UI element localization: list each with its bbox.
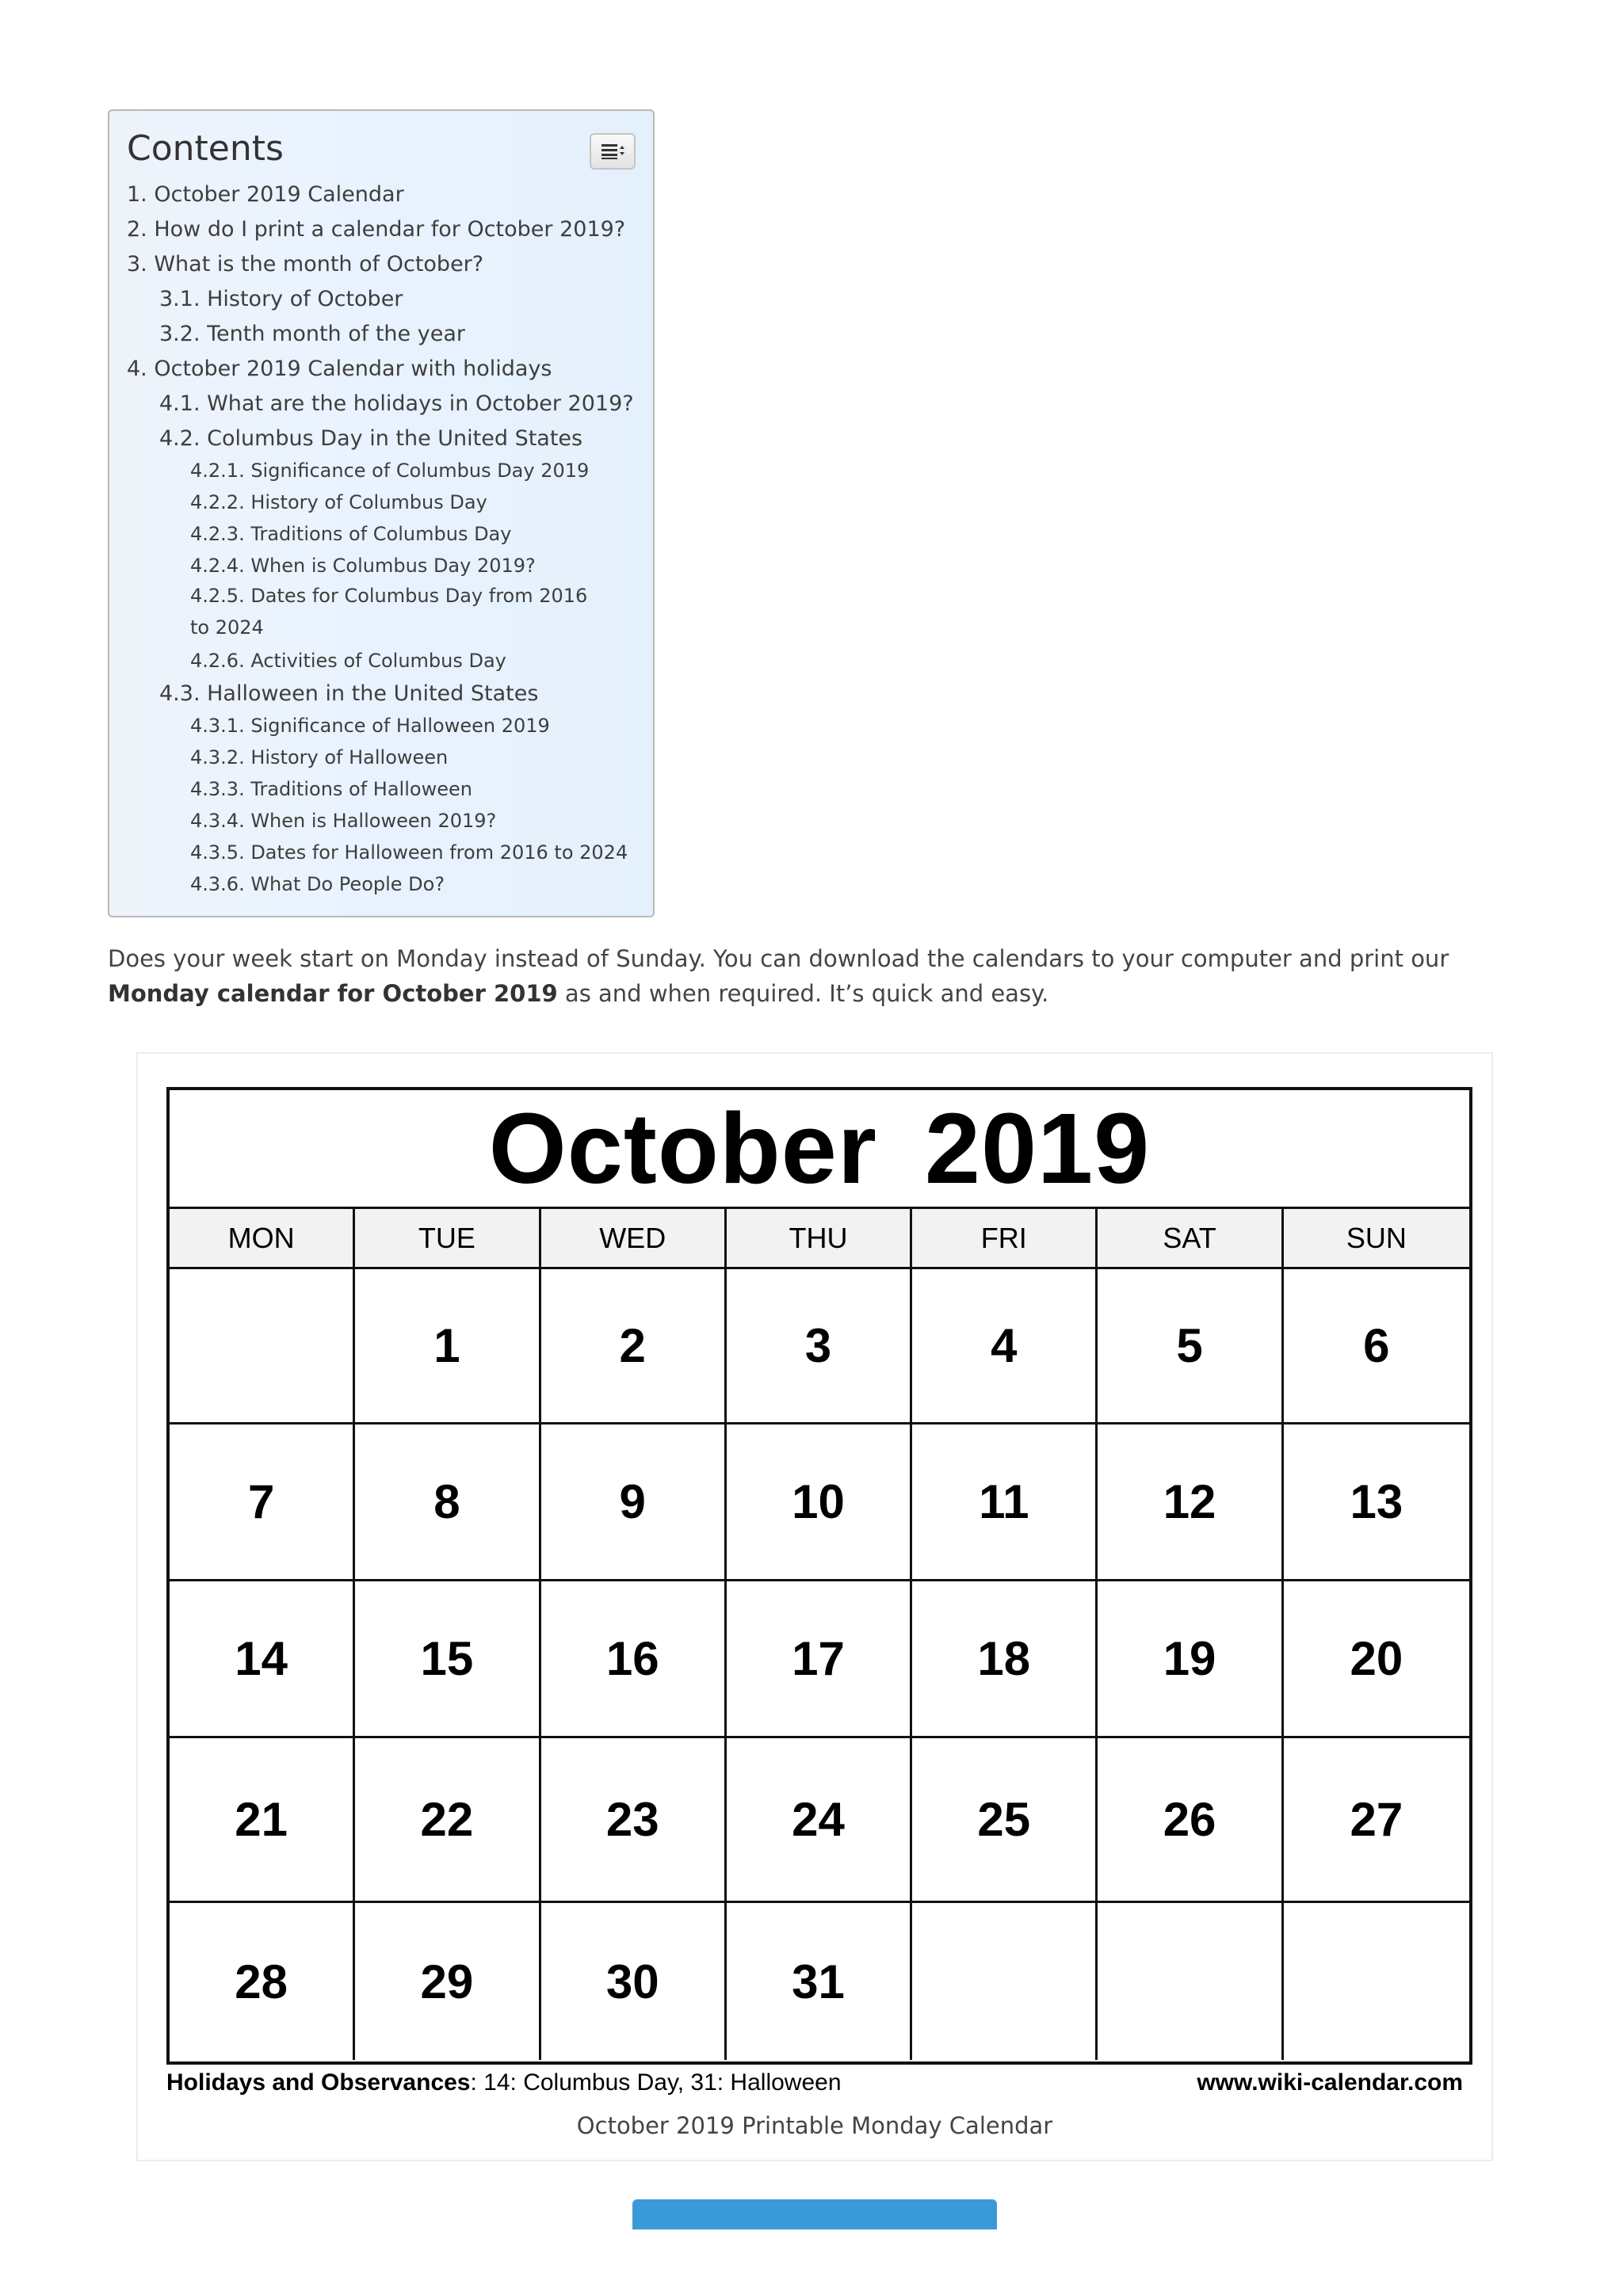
toc-link[interactable]: 4. October 2019 Calendar with holidays bbox=[127, 357, 552, 381]
toc-link[interactable]: 4.3.6. What Do People Do? bbox=[190, 873, 445, 895]
toc-toggle-button[interactable] bbox=[590, 133, 636, 170]
day-cell: 25 bbox=[912, 1738, 1098, 1903]
day-cell: 15 bbox=[355, 1581, 540, 1738]
day-cell: 30 bbox=[541, 1903, 727, 2060]
day-cell: 6 bbox=[1284, 1269, 1469, 1425]
day-cell: 17 bbox=[727, 1581, 912, 1738]
calendar-grid bbox=[170, 1209, 1469, 2060]
day-cell: 19 bbox=[1098, 1581, 1283, 1738]
day-cell: 31 bbox=[727, 1903, 912, 2060]
day-cell bbox=[170, 1269, 355, 1425]
intro-text: Does your week start on Monday instead of Sunday. You can download the calendars to your computer and print our bbox=[108, 945, 1449, 972]
intro-bold-text: Monday calendar for October 2019 bbox=[108, 980, 558, 1007]
toc-link[interactable]: 4.3.2. History of Halloween bbox=[190, 746, 449, 769]
day-cell: 13 bbox=[1284, 1425, 1469, 1581]
day-cell: 23 bbox=[541, 1738, 727, 1903]
day-cell: 7 bbox=[170, 1425, 355, 1581]
calendar-figure bbox=[136, 1052, 1493, 2161]
day-cell: 14 bbox=[170, 1581, 355, 1738]
table-of-contents bbox=[108, 109, 655, 917]
calendar-title: October 2019 bbox=[170, 1090, 1469, 1209]
toc-link[interactable]: 4.2.5. Dates for Columbus Day from 2016 to 2024 bbox=[190, 585, 588, 639]
toc-link[interactable]: 4.3.3. Traditions of Halloween bbox=[190, 778, 472, 800]
toc-link[interactable]: 4.2.2. History of Columbus Day bbox=[190, 491, 487, 513]
day-cell: 18 bbox=[912, 1581, 1098, 1738]
toc-link[interactable]: 3.1. History of October bbox=[159, 287, 403, 311]
day-cell: 1 bbox=[355, 1269, 540, 1425]
toc-link[interactable]: 4.2.3. Traditions of Columbus Day bbox=[190, 523, 512, 545]
download-button[interactable] bbox=[632, 2199, 997, 2229]
toc-link[interactable]: 3.2. Tenth month of the year bbox=[159, 322, 465, 346]
day-cell: 8 bbox=[355, 1425, 540, 1581]
list-toggle-icon bbox=[600, 143, 625, 160]
day-cell: 12 bbox=[1098, 1425, 1283, 1581]
toc-link[interactable]: 4.2.1. Significance of Columbus Day 2019 bbox=[190, 460, 590, 482]
toc-link[interactable]: 1. October 2019 Calendar bbox=[127, 182, 404, 207]
weekday-header: WED bbox=[541, 1209, 727, 1269]
day-cell: 22 bbox=[355, 1738, 540, 1903]
day-cell: 24 bbox=[727, 1738, 912, 1903]
toc-link[interactable]: 3. What is the month of October? bbox=[127, 252, 484, 277]
day-cell: 21 bbox=[170, 1738, 355, 1903]
day-cell bbox=[912, 1903, 1098, 2060]
day-cell: 20 bbox=[1284, 1581, 1469, 1738]
day-cell: 10 bbox=[727, 1425, 912, 1581]
holidays-text: : 14: Columbus Day, 31: Halloween bbox=[470, 2069, 842, 2096]
weekday-header: SAT bbox=[1098, 1209, 1283, 1269]
day-cell: 9 bbox=[541, 1425, 727, 1581]
toc-link[interactable]: 4.2. Columbus Day in the United States bbox=[159, 426, 583, 451]
calendar-image[interactable] bbox=[166, 1087, 1472, 2065]
day-cell: 3 bbox=[727, 1269, 912, 1425]
toc-link[interactable]: 4.2.4. When is Columbus Day 2019? bbox=[190, 555, 536, 577]
intro-text-end: as and when required. It’s quick and easy. bbox=[557, 980, 1049, 1007]
day-cell: 11 bbox=[912, 1425, 1098, 1581]
toc-link[interactable]: 4.3.1. Significance of Halloween 2019 bbox=[190, 715, 550, 737]
toc-link[interactable]: 4.3.5. Dates for Halloween from 2016 to 2024 bbox=[190, 841, 628, 864]
day-cell: 27 bbox=[1284, 1738, 1469, 1903]
figure-caption: October 2019 Printable Monday Calendar bbox=[576, 2112, 1053, 2139]
day-cell: 26 bbox=[1098, 1738, 1283, 1903]
day-cell: 5 bbox=[1098, 1269, 1283, 1425]
weekday-header: TUE bbox=[355, 1209, 540, 1269]
weekday-header: FRI bbox=[912, 1209, 1098, 1269]
day-cell: 2 bbox=[541, 1269, 727, 1425]
weekday-header: MON bbox=[170, 1209, 355, 1269]
day-cell: 28 bbox=[170, 1903, 355, 2060]
day-cell bbox=[1284, 1903, 1469, 2060]
toc-link[interactable]: 4.3. Halloween in the United States bbox=[159, 681, 539, 706]
toc-link[interactable]: 4.2.6. Activities of Columbus Day bbox=[190, 650, 506, 672]
day-cell: 29 bbox=[355, 1903, 540, 2060]
toc-link[interactable]: 2. How do I print a calendar for October 2019? bbox=[127, 217, 626, 242]
intro-paragraph bbox=[108, 941, 1526, 1011]
day-cell: 4 bbox=[912, 1269, 1098, 1425]
toc-title: Contents bbox=[127, 128, 284, 169]
weekday-header: THU bbox=[727, 1209, 912, 1269]
toc-link[interactable]: 4.1. What are the holidays in October 2019? bbox=[159, 391, 634, 416]
site-url: www.wiki-calendar.com bbox=[1197, 2069, 1463, 2096]
toc-link[interactable]: 4.3.4. When is Halloween 2019? bbox=[190, 810, 497, 832]
holidays-label: Holidays and Observances bbox=[166, 2069, 471, 2096]
day-cell bbox=[1098, 1903, 1283, 2060]
day-cell: 16 bbox=[541, 1581, 727, 1738]
weekday-header: SUN bbox=[1284, 1209, 1469, 1269]
holidays-note bbox=[166, 2069, 842, 2096]
